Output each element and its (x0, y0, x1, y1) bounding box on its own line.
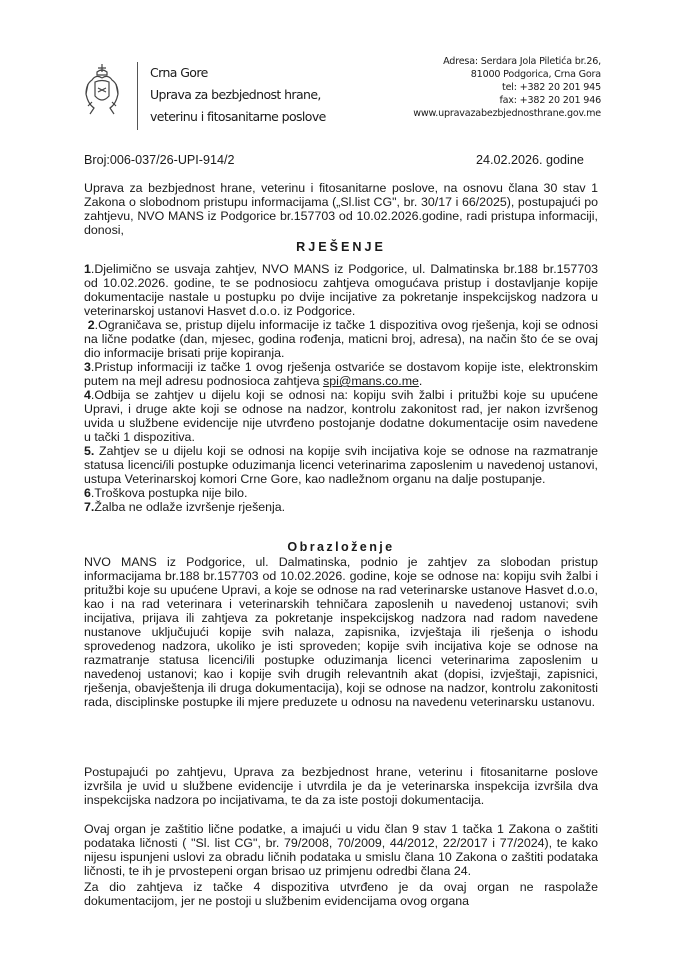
header-divider (137, 62, 138, 130)
decision-title: RJEŠENJE (296, 240, 386, 254)
org-line: Crna Gore (150, 65, 208, 80)
decision-item (84, 262, 598, 318)
item-text: Žalba ne odlaže izvršenje rješenja. (94, 500, 286, 514)
intro-paragraph: Uprava za bezbjednost hrane, veterinu i fitosanitarne poslove, na osnovu člana 30 stav 1 Zakona o slobodnom pristupu informacijama („Sl.list CG", br. 30/17 i 66/2025), postupajući po zahtjevu, NVO MANS iz Podgorice br.157703 od 10.02.2026.godine, radi pristupa informaciji, donosi, (84, 181, 598, 237)
item-text: Zahtjev se u dijelu koji se odnosi na kopije svih incijativa koje se odnose na razmatranje statusa licenci/ili postupke oduzimanja licenci veterinarima zaposlenim u navedenoj ustanovi, ustupa Veterinarskoj komori Crne Gore, kao nadležnom organu na dalje postupanje. (84, 444, 598, 486)
phone-line: tel: +382 20 201 945 (502, 82, 601, 93)
item-number: 2 (87, 318, 95, 332)
coat-of-arms-icon (84, 62, 120, 118)
item-text: .Pristup informaciji iz tačke 1 ovog rješenja ostvariće se dostavom kopije iste, elektronskim putem na mejl adresu podnosioca zahtjeva (84, 360, 598, 388)
decision-item (84, 486, 598, 500)
item-number: 6 (84, 486, 91, 500)
reasoning-paragraph: NVO MANS iz Podgorice, ul. Dalmatinska, podnio je zahtjev za slobodan pristup informacijama br.188 br.157703 od 10.02.2026. godine, koje se odnose na: kopiju svih žalbi i pritužbi koje su upućene Upravi, a koje se odnose na rad veterinarske ustanove Hasvet d.o.o, kao i na rad veterinara i veterinarskih tehničara zaposlenih u navedenoj ustanovi; svih incijativa, prijava ili zahtjeva za pokretanje inspekcijskog nadzora nad radom navedene nustanove uključujući kopije svih nalaza, zapisnika, izvještaja ili rješenja o ishodu sprovedenog nadzora, ukoliko je isti sproveden; kopije svih incijativa koje se odnose na razmatranje statusa licenci/ili postupke oduzimanja licenci veterinarima zaposlenim u navedenoj ustanovi; kao i kopije svih drugih relevantnih akat (dopisi, izvještaji, zapisnici, rješenja, obavještenja ili druga dokumentacija), koji se odnose na nadzor, kontrolu zakonitosti rada, disciplinske postupke ili mjere preduzete u odnosu na navedenu veterinarsku ustanovu. (84, 555, 598, 709)
contact-address (413, 55, 601, 120)
item-number: 3 (84, 360, 91, 374)
reasoning-paragraph: Ovaj organ je zaštitio lične podatke, a imajući u vidu član 9 stav 1 tačka 1 Zakona o zaštiti podataka ličnosti ( "Sl. list CG", br. 79/2008, 70/2009, 44/2012, 22/2017 i 77/2024), te kako nijesu ispunjeni uslovi za obradu ličnih podataka u smislu člana 10 Zakona o zaštiti podataka ličnosti, te ih je prvostepeni organ brisao uz primjenu odredbi člana 24. (84, 822, 598, 878)
item-text: .Ograničava se, pristup dijelu informacije iz tačke 1 dispozitiva ovog rješenja, koji se odnosi na lične podatke (dan, mjesec, godina rođenja, maticni broj, adresa), na način što će se ovaj dio informacije brisati prije kopiranja. (84, 318, 598, 360)
decision-items (84, 262, 598, 514)
email-link[interactable]: spi@mans.co.me (323, 374, 419, 388)
organization-name (150, 62, 326, 128)
item-text: .Djelimično se usvaja zahtjev, NVO MANS iz Podgorice, ul. Dalmatinska br.188 br.157703 od 10.02.2026. godine, te se podnosiocu zahtjeva omogućava pristup i dostavljanje kopije dokumentacije nastale u postupku po dvije incijative za pokretanje inspekcijskog nadzora u veterinarskoj ustanovi Hasvet d.o.o. iz Podgorice. (84, 262, 598, 318)
document-date: 24.02.2026. godine (476, 153, 584, 167)
reasoning-title: Obrazloženje (287, 540, 395, 554)
item-number: 4 (84, 388, 91, 402)
item-number: 1 (84, 262, 91, 276)
org-line: veterinu i fitosanitarne poslove (150, 109, 326, 124)
address-line: 81000 Podgorica, Crna Gora (470, 69, 601, 80)
decision-item (84, 444, 598, 486)
decision-item (84, 388, 598, 444)
decision-item (84, 360, 598, 388)
item-text: .Odbija se zahtjev u dijelu koji se odnosi na: kopiju svih žalbi i pritužbi koje su upućene Upravi, i druge akte koji se odnose na nadzor, kontrolu zakonitost rad, jer nakon izvršenog uvida u službene evidencije nije utvrđeno postojanje dodatne dokumentacije osim navedene u tački 1 dispozitiva. (84, 388, 598, 444)
item-number: 5. (84, 444, 95, 458)
website-line: www.upravazabezbjednosthrane.gov.me (413, 108, 601, 119)
reasoning-paragraph: Postupajući po zahtjevu, Uprava za bezbjednost hrane, veterinu i fitosanitarne poslove izvršila je uvid u službene evidencije i utvrdila je da je veterinarska inspekcija izvršila dva inspekcijska nadzora po incijativama, te da za iste postoji dokumentacija. (84, 765, 598, 807)
reasoning-paragraph: Za dio zahtjeva iz tačke 4 dispozitiva utvrđeno je da ovaj organ ne raspolaže dokumentacijom, jer ne postoji u službenim evidencijama ovog organa (84, 880, 598, 908)
decision-item (84, 500, 598, 514)
item-text: .Troškova postupka nije bilo. (90, 486, 248, 500)
org-line: Uprava za bezbjednost hrane, (150, 87, 321, 102)
document-number: Broj:006-037/26-UPI-914/2 (84, 153, 235, 167)
item-text: . (418, 374, 423, 388)
fax-line: fax: +382 20 201 946 (499, 95, 601, 106)
address-line: Adresa: Serdara Jola Piletića br.26, (443, 56, 601, 67)
item-number: 7. (84, 500, 95, 514)
decision-item (84, 318, 598, 360)
